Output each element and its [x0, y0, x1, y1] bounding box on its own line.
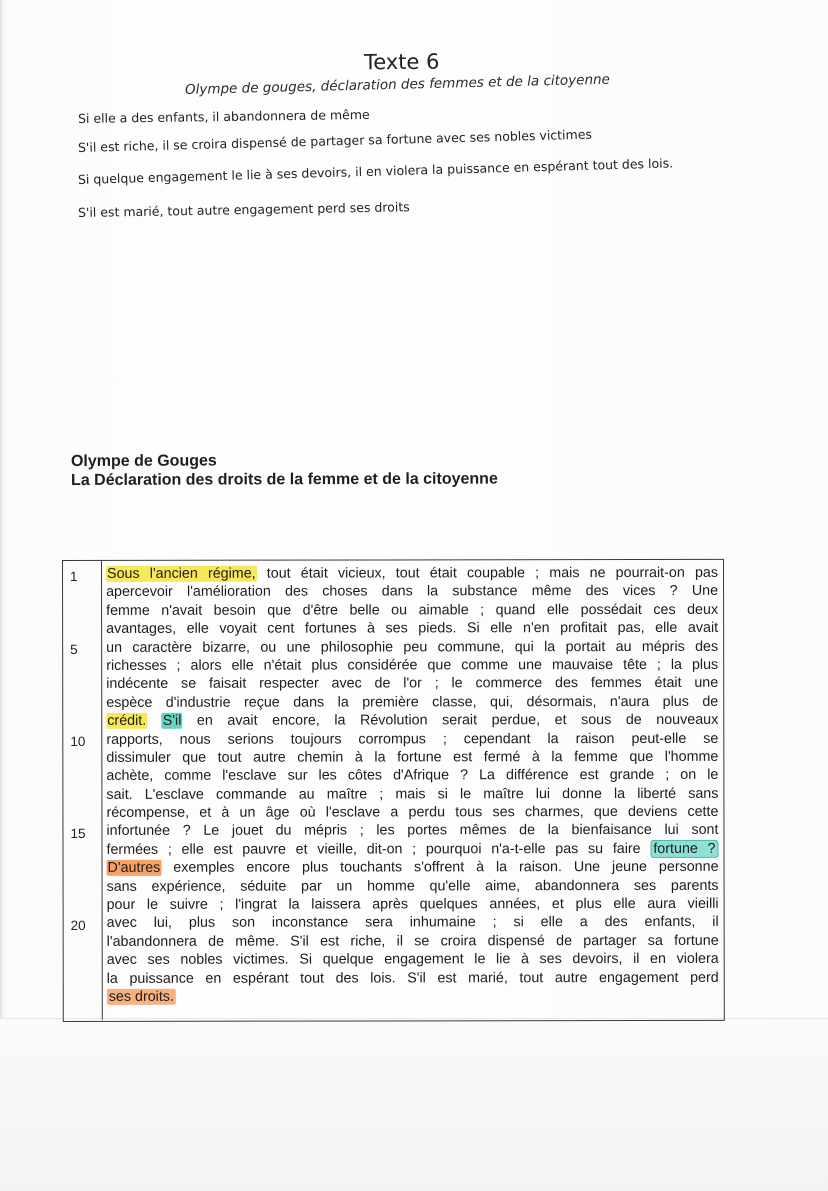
excerpt-body	[106, 564, 719, 1006]
line-number: 5	[70, 641, 78, 657]
text-line: dissimuler que tout autre chemin à la fortune est fermé à la femme que l'homme	[106, 748, 719, 766]
text-line: sait. L'esclave commande au maître ; mais si le maître lui donne la liberté sans	[106, 785, 719, 803]
text-line: femme n'avait besoin que d'être belle ou aimable ; quand elle possédait ces deux	[106, 601, 719, 619]
note-line: S'il est marié, tout autre engagement perd ses droits	[77, 199, 410, 220]
document-title: Texte 6	[363, 49, 440, 75]
text-line: avec ses nobles victimes. Si quelque engagement le lie à ses devoirs, il en violera	[106, 951, 719, 969]
text-line: un caractère bizarre, ou une philosophie peu commune, qui la portait au mépris des	[106, 638, 719, 656]
text-line: apercevoir l'amélioration des choses dans la substance même des vices ? Une	[106, 583, 719, 601]
text-line: fermées ; elle est pauvre et vieille, dit-on ; pourquoi n'a-t-elle pas su faire fortune ?	[106, 840, 718, 859]
excerpt-frame	[62, 559, 725, 1022]
text-line: achète, comme l'esclave sur les côtes d'Afrique ? La différence est grande ; on le	[106, 767, 719, 785]
line-number: 15	[70, 825, 86, 841]
highlight-orange: D'autres	[107, 860, 161, 877]
text-line: la puissance en espérant tout des lois. S'il est marié, tout autre engagement perd	[106, 969, 719, 987]
highlight-teal: fortune ?	[650, 840, 718, 858]
text-line: l'abandonnera de même. S'il est riche, il se croira dispensé de partager sa fortune	[106, 932, 719, 950]
excerpt-heading	[71, 451, 498, 490]
note-line: S'il est riche, il se croira dispensé de partager sa fortune avec ses nobles victimes	[77, 126, 593, 155]
text-line: avantages, elle voyait cent fortunes à ses pieds. Si elle n'en profitait pas, elle avait	[106, 620, 719, 638]
text-line: Sous l'ancien régime, tout était vicieux, tout était coupable ; mais ne pourrait-on pas	[107, 564, 719, 582]
text-line: pour le suivre ; l'ingrat la laissera après quelques années, et plus elle aura vieilli	[106, 895, 719, 913]
text-line: récompense, et à un âge où l'esclave a perdu tous ses charmes, que deviens cette	[106, 803, 719, 822]
text-line: crédit. S'il en avait encore, la Révolution serait perdue, et sous de nouveaux	[107, 711, 719, 730]
text-line: rapports, nous serions toujours corrompus ; cependant la raison peut-elle se	[106, 730, 719, 748]
excerpt-work-title: La Déclaration des droits de la femme et de la citoyenne	[71, 470, 498, 489]
page-bottom-margin	[0, 1018, 828, 1191]
text-line: avec lui, plus son inconstance sera inhumaine ; si elle a des enfants, il	[106, 914, 719, 932]
text-line: sans expérience, séduite par un homme qu'elle aime, abandonnera ses parents	[106, 877, 719, 895]
highlight-yellow: Sous l'ancien régime,	[107, 565, 256, 582]
text-line	[107, 987, 719, 1006]
text-line: espèce d'industrie reçue dans la première classe, qui, désormais, n'aura plus de	[106, 693, 719, 711]
text-line: indécente se faisait respecter avec de l'or ; le commerce des femmes était une	[106, 675, 719, 693]
line-number: 1	[70, 568, 78, 584]
text-line: richesses ; alors elle n'était plus considérée que comme une mauvaise tête ; la plus	[106, 656, 719, 674]
note-line: Si elle a des enfants, il abandonnera de même	[77, 106, 370, 126]
note-line: Si quelque engagement le lie à ses devoirs, il en violera la puissance en espérant tout des lois.	[77, 155, 674, 187]
line-number: 20	[70, 917, 86, 933]
highlight-yellow: crédit.	[107, 712, 147, 730]
document-subtitle: Olympe de gouges, déclaration des femmes et de la citoyenne	[184, 71, 611, 98]
highlight-teal: S'il	[162, 712, 182, 729]
text-line: infortunée ? Le jouet du mépris ; les portes mêmes de la bienfaisance lui sont	[106, 822, 719, 840]
text-line: D'autres exemples encore plus touchants s'offrent à la raison. Une jeune personne	[107, 859, 719, 877]
highlight-orange: ses droits.	[108, 988, 174, 1005]
line-number: 10	[70, 733, 86, 749]
excerpt-author: Olympe de Gouges	[70, 452, 217, 470]
